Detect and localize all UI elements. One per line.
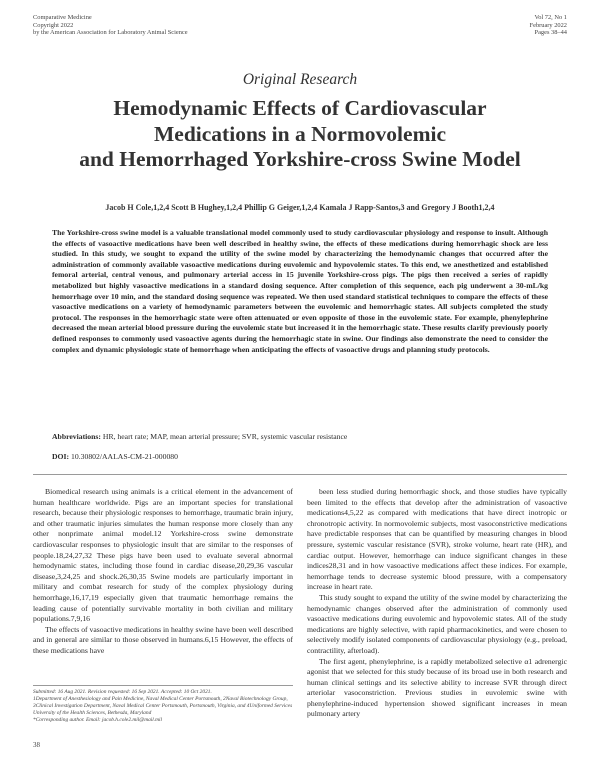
paragraph: The effects of vasoactive medications in healthy swine have been well described and in general are similar to those observed in humans.6,15 However, the effects of these medications have bbox=[33, 624, 293, 655]
section-divider bbox=[33, 474, 567, 475]
copyright: Copyright 2022 bbox=[33, 21, 74, 29]
page-range: Pages 38–44 bbox=[534, 29, 567, 37]
title-line: and Hemorrhaged Yorkshire-cross Swine Model bbox=[79, 147, 521, 171]
paragraph: been less studied during hemorrhagic shock, and those studies have typically been limited to the effects that develop after the administration of vasoactive medications4,5,22 as compared with medications that have direct inotropic or chronotropic activity. In normovolemic subjects, most vasoconstrictive medications have predictable responses that can be quantified by measuring changes in blood pressure, systemic vascular resistance (SVR), stroke volume, heart rate (HR), and cardiac output. However, hemorrhage can induce significant changes in these indices28,31 and in how vasoactive medications affect these indices. For example, hemorrhage tends to decrease systemic blood pressure, with a compensatory increase in heart rate. bbox=[307, 487, 567, 592]
article-title bbox=[40, 96, 560, 173]
journal-name: Comparative Medicine bbox=[33, 14, 92, 21]
body-column-left bbox=[33, 487, 293, 657]
paragraph: The first agent, phenylephrine, is a rapidly metabolized selective α1 adrenergic agonist that we selected for this study because of its broad use in both research and human clinical settings and its selective ability to increase SVR through direct arteriolar vasoconstriction. Previous studies in euvolemic swine with phenylephrine-induced hypertension showed significant increases in mean pulmonary artery bbox=[307, 656, 567, 719]
footnote-submission: Submitted: 16 Aug 2021. Revision requested: 16 Sep 2021. Accepted: 10 Oct 2021. bbox=[33, 689, 212, 695]
paragraph: Biomedical research using animals is a critical element in the advancement of human healthcare worldwide. Pigs are an important species for translational research, because their physiologic responses to hemorrhage, traumatic brain injury, and other traumatic injuries simulates the human response more closely than any other nonprimate animal model.12 Yorkshire-cross swine demonstrate cardiovascular responses to physiologic insult that are similar to the responses of people.18,24,27,32 These pigs have been used to evaluate several abnormal hemodynamic states, including those found in cardiac disease,20,29,36 vascular disease,3,24,25 and shock.26,30,35 Swine models are particularly important in military and combat research for study of the complex physiology during hemorrhage,16,17,19 especially given that traumatic hemorrhage remains the leading cause of potentially survivable mortality in both civilian and military populations.7,9,16 bbox=[33, 487, 293, 624]
doi bbox=[52, 452, 548, 461]
footnote-corresponding: *Corresponding author. Email: jacob.h.cole2.mil@mail.mil bbox=[33, 716, 163, 723]
abbreviations bbox=[52, 432, 548, 442]
footnote-affiliations: 1Department of Anesthesiology and Pain Medicine, Naval Medical Center Portsmouth, 2Naval Biotechnology Group, 3Clinical Investigation Department, Naval Medical Center Portsmouth, Portsmouth, Virginia, and 4Uniformed Services University of the Health Sciences, Bethesda, Maryland bbox=[33, 695, 293, 716]
title-line: Medications in a Normovolemic bbox=[154, 121, 446, 146]
volume: Vol 72, No 1 bbox=[534, 14, 567, 21]
abbreviations-label: Abbreviations: bbox=[52, 432, 101, 441]
paragraph: This study sought to expand the utility of the swine model by characterizing the hemodynamic changes observed after the administration of commonly used vasoactive medications during euvolemic and hypovolemic states. All of the study medications are highly selective, with rapid pharmacokinetics, and were chosen to selectively modify isolated components of cardiovascular physiology (e.g., preload, contractility, afterload). bbox=[307, 592, 567, 655]
issue-date: February 2022 bbox=[529, 21, 567, 29]
title-line: Hemodynamic Effects of Cardiovascular bbox=[113, 96, 487, 120]
footnotes bbox=[33, 689, 293, 724]
doi-link[interactable]: 10.30802/AALAS-CM-21-000080 bbox=[71, 452, 178, 461]
publisher: by the American Association for Laboratory Animal Science bbox=[33, 29, 188, 37]
page-number: 38 bbox=[33, 741, 40, 749]
doi-label: DOI: bbox=[52, 452, 70, 461]
body-column-right bbox=[307, 487, 567, 720]
abbreviations-text: HR, heart rate; MAP, mean arterial pressure; SVR, systemic vascular resistance bbox=[102, 432, 348, 441]
author-list: Jacob H Cole,1,2,4 Scott B Hughey,1,2,4 Phillip G Geiger,1,2,4 Kamala J Rapp-Santos,3 and Gregory J Booth1,2,4 bbox=[105, 203, 495, 212]
journal-header bbox=[33, 14, 188, 37]
issue-info bbox=[530, 14, 567, 37]
section-label: Original Research bbox=[242, 71, 358, 88]
abstract: The Yorkshire-cross swine model is a valuable translational model commonly used to study cardiovascular physiology and response to insult. Although the effects of vasoactive medications have been well described in healthy swine, the effects of these medications during hemorrhagic shock are less studied. In this study, we sought to expand the utility of the swine model by characterizing the hemodynamic changes that occurred after the administration of commonly available vasoactive medications during euvolemic and hypovolemic states. To this end, we anesthetized and established femoral arterial, central venous, and pulmonary arterial access in 15 juvenile Yorkshire-cross pigs. The pigs then received a series of rapidly metabolized but highly vasoactive medications in a standard dosing sequence. After completion of this sequence, each pig underwent a 30-mL/kg hemorrhage over 10 min, and the standard dosing sequence was repeated. We then used standard statistical techniques to compare the effects of these vasoactive medications on a variety of hemodynamic parameters between the euvolemic and hemorrhagic states. All subjects completed the study protocol. The responses in the hemorrhagic state were often attenuated or even opposite of those in the euvolemic state. For example, phenylephrine decreased the mean arterial blood pressure during the euvolemic state but increased it in the hemorrhagic state. These results clarify previously poorly defined responses to commonly used vasoactive agents during the hemorrhagic state in swine. Our findings also demonstrate the need to consider the complex and dynamic physiologic state of hemorrhage when anticipating the effects of vasoactive drugs and planning study protocols. bbox=[52, 228, 548, 354]
footnote-divider bbox=[33, 685, 293, 686]
